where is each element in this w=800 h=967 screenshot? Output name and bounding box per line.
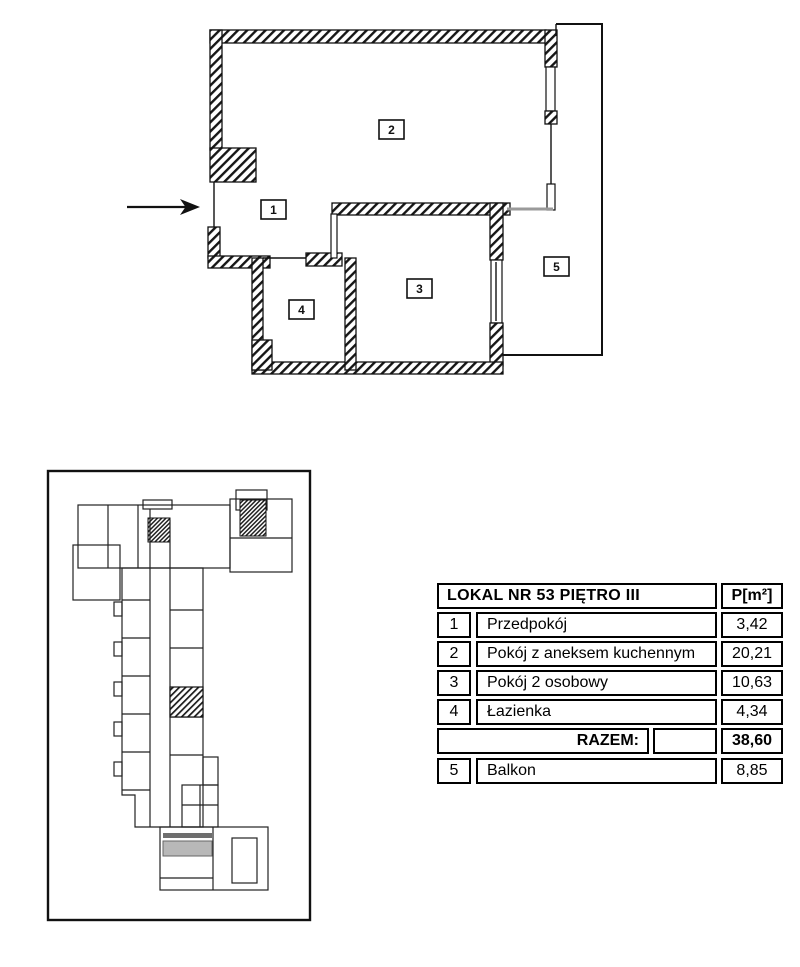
room-marker-3-text: 3: [416, 282, 423, 296]
row-number: 3: [437, 670, 471, 696]
room-area: 10,63: [721, 670, 783, 696]
room-marker-5-text: 5: [553, 260, 560, 274]
room-name: Przedpokój: [476, 612, 717, 638]
room-name: Łazienka: [476, 699, 717, 725]
annex-dark-band: [163, 833, 212, 838]
table-title: LOKAL NR 53 PIĘTRO III: [437, 583, 717, 609]
table-row-2: [437, 641, 783, 667]
wall-room4-step: [252, 340, 272, 370]
wall-left: [210, 30, 222, 150]
row-number: 4: [437, 699, 471, 725]
site-plan: [48, 471, 310, 920]
wall-left-pier: [210, 148, 256, 182]
room-area: 8,85: [721, 758, 783, 784]
table-header-row: [437, 583, 783, 609]
stair-core-left: [148, 518, 170, 542]
partition-room3-left: [331, 214, 337, 258]
stair-core-right: [240, 500, 266, 536]
wall-room3-top: [332, 203, 510, 215]
table-row-1: [437, 612, 783, 638]
wall-top: [210, 30, 546, 43]
room-marker-2: [379, 120, 404, 139]
room-marker-1: [261, 200, 286, 219]
wall-bottom: [252, 362, 503, 374]
table-total-row: [437, 728, 783, 754]
wall-room3-right-lower: [490, 323, 503, 366]
highlighted-unit: [170, 687, 203, 717]
wall-left-lower: [208, 227, 220, 258]
room-name: Balkon: [476, 758, 717, 784]
apartment-floor-plan: [127, 24, 602, 374]
total-value: 38,60: [721, 728, 783, 754]
row-number: 5: [437, 758, 471, 784]
table-row-3: [437, 670, 783, 696]
room-name: Pokój 2 osobowy: [476, 670, 717, 696]
annex-gray-area: [163, 841, 212, 856]
entrance-arrow: [127, 199, 200, 215]
room-marker-4-text: 4: [298, 303, 305, 317]
table-row-4: [437, 699, 783, 725]
room-marker-5: [544, 257, 569, 276]
room-marker-3: [407, 279, 432, 298]
total-label: RAZEM:: [437, 728, 649, 754]
wall-right-block: [545, 111, 557, 124]
room-name: Pokój z aneksem kuchennym: [476, 641, 717, 667]
room-marker-2-text: 2: [388, 123, 395, 137]
area-table: [437, 583, 783, 787]
room-marker-4: [289, 300, 314, 319]
window-room2-lower: [547, 184, 555, 210]
table-area-unit-header: P[m²]: [721, 583, 783, 609]
room-area: 3,42: [721, 612, 783, 638]
room-marker-1-text: 1: [270, 203, 277, 217]
row-number: 1: [437, 612, 471, 638]
total-spacer-cell: [653, 728, 717, 754]
wall-room4-right: [345, 258, 356, 370]
window-room2-upper: [546, 67, 555, 111]
room-area: 20,21: [721, 641, 783, 667]
wall-right-upper: [545, 30, 557, 67]
room-area: 4,34: [721, 699, 783, 725]
row-number: 2: [437, 641, 471, 667]
table-row-balcony: [437, 758, 783, 784]
wall-room3-right-upper: [490, 203, 503, 260]
